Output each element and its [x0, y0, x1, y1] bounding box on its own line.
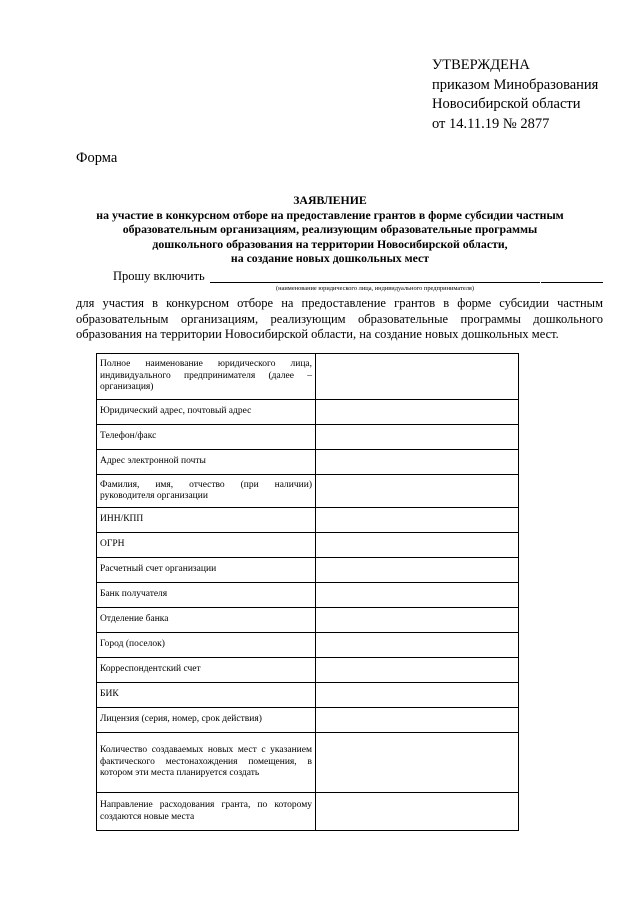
- organization-name-line[interactable]: [210, 282, 540, 283]
- field-value-cell[interactable]: [316, 583, 519, 608]
- table-row: [97, 508, 519, 533]
- field-label: Город (поселок): [97, 633, 316, 658]
- field-value-cell[interactable]: [316, 475, 519, 508]
- field-label: Юридический адрес, почтовый адрес: [97, 400, 316, 425]
- application-table-body: [97, 354, 519, 831]
- heading-line-2: образовательным организациям, реализующим образовательные программы: [122, 222, 538, 237]
- field-label: Банк получателя: [97, 583, 316, 608]
- field-label: Направление расходования гранта, по которому создаются новые места: [97, 793, 316, 831]
- field-label: Телефон/факс: [97, 425, 316, 450]
- field-label: Корреспондентский счет: [97, 658, 316, 683]
- field-label: Количество создаваемых новых мест с указанием фактического местонахождения помещения, в котором эти места планируется создать: [97, 733, 316, 793]
- document-heading: [60, 193, 600, 266]
- field-value-cell[interactable]: [316, 733, 519, 793]
- field-label: БИК: [97, 683, 316, 708]
- table-row: [97, 425, 519, 450]
- table-row: [97, 608, 519, 633]
- request-paragraph: для участия в конкурсном отборе на предоставление грантов в форме субсидии частным образовательным организациям, реализующим образовательные программы дошкольного образования на территории Новосибирской области, на создание новых дошкольных мест.: [76, 296, 603, 342]
- form-label: Форма: [76, 150, 118, 166]
- field-value-cell[interactable]: [316, 400, 519, 425]
- field-value-cell[interactable]: [316, 558, 519, 583]
- heading-title: ЗАЯВЛЕНИЕ: [293, 193, 367, 207]
- field-label: Расчетный счет организации: [97, 558, 316, 583]
- table-row: [97, 583, 519, 608]
- table-row: [97, 354, 519, 400]
- table-row: [97, 793, 519, 831]
- table-row: [97, 633, 519, 658]
- field-label: ОГРН: [97, 533, 316, 558]
- application-table: [96, 353, 519, 831]
- field-label: ИНН/КПП: [97, 508, 316, 533]
- field-label: Фамилия, имя, отчество (при наличии) руководителя организации: [97, 475, 316, 508]
- table-row: [97, 708, 519, 733]
- heading-line-1: на участие в конкурсном отборе на предоставление грантов в форме субсидии частным: [96, 207, 564, 222]
- field-label: Лицензия (серия, номер, срок действия): [97, 708, 316, 733]
- field-value-cell[interactable]: [316, 793, 519, 831]
- request-text: Прошу включить: [113, 269, 205, 283]
- approval-block: [432, 56, 598, 134]
- field-label: Полное наименование юридического лица, индивидуального предпринимателя (далее – организация): [97, 354, 316, 400]
- field-value-cell[interactable]: [316, 633, 519, 658]
- approval-line-3: Новосибирской области: [432, 96, 581, 112]
- field-label: Адрес электронной почты: [97, 450, 316, 475]
- table-row: [97, 533, 519, 558]
- heading-line-4: на создание новых дошкольных мест: [230, 251, 430, 266]
- table-row: [97, 400, 519, 425]
- field-value-cell[interactable]: [316, 533, 519, 558]
- organization-name-line-extra[interactable]: [541, 282, 603, 283]
- field-value-cell[interactable]: [316, 354, 519, 400]
- field-value-cell[interactable]: [316, 450, 519, 475]
- field-value-cell[interactable]: [316, 708, 519, 733]
- table-row: [97, 733, 519, 793]
- field-value-cell[interactable]: [316, 608, 519, 633]
- table-row: [97, 450, 519, 475]
- field-value-cell[interactable]: [316, 425, 519, 450]
- table-row: [97, 683, 519, 708]
- approval-line-2: приказом Минобразования: [432, 76, 599, 93]
- field-value-cell[interactable]: [316, 658, 519, 683]
- table-row: [97, 658, 519, 683]
- approval-line-1: УТВЕРЖДЕНА: [432, 57, 530, 73]
- table-row: [97, 475, 519, 508]
- organization-name-caption: (наименование юридического лица, индивидуального предпринимателя): [276, 285, 474, 292]
- table-row: [97, 558, 519, 583]
- field-value-cell[interactable]: [316, 683, 519, 708]
- approval-line-4: от 14.11.19 № 2877: [432, 115, 550, 132]
- heading-line-3: дошкольного образования на территории Новосибирской области,: [152, 236, 508, 251]
- field-label: Отделение банка: [97, 608, 316, 633]
- field-value-cell[interactable]: [316, 508, 519, 533]
